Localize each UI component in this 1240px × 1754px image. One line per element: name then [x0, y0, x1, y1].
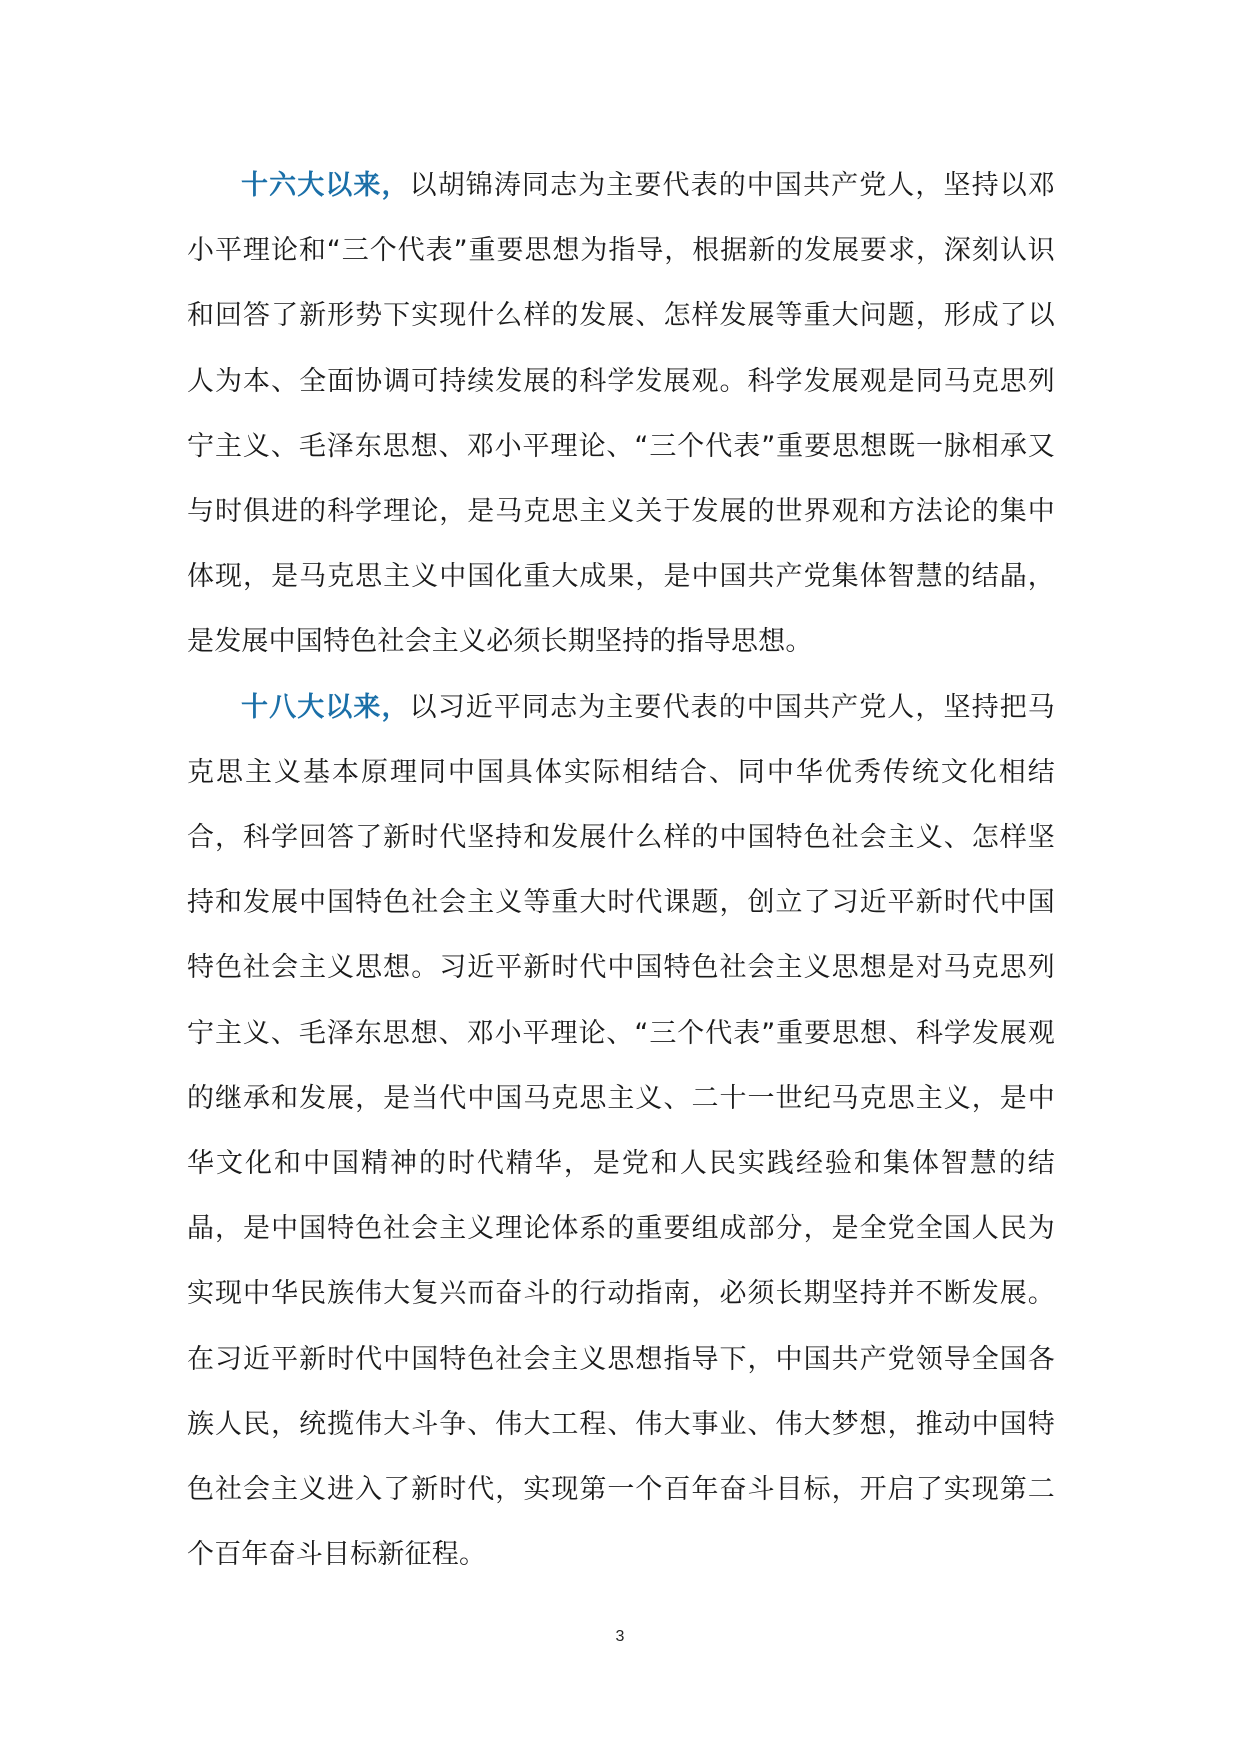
page-number: 3: [615, 1628, 625, 1645]
paragraph-lead-heading: 十八大以来，: [241, 691, 410, 723]
paragraph-lead-heading: 十六大以来，: [241, 170, 410, 201]
document-body: [187, 153, 1055, 1587]
paragraph-eighteenth-congress: [187, 675, 1055, 1588]
paragraph-text: 以习近平同志为主要代表的中国共产党人，坚持把马克思主义基本原理同中国具体实际相结合、同中华优秀传统文化相结合，科学回答了新时代坚持和发展什么样的中国特色社会主义、怎样坚持和发展中国特色社会主义等重大时代课题，创立了习近平新时代中国特色社会主义思想。习近平新时代中国特色社会主义思想是对马克思列宁主义、毛泽东思想、邓小平理论、“三个代表”重要思想、科学发展观的继承和发展，是当代中国马克思主义、二十一世纪马克思主义，是中华文化和中国精神的时代精华，是党和人民实践经验和集体智慧的结晶，是中国特色社会主义理论体系的重要组成部分，是全党全国人民为实现中华民族伟大复兴而奋斗的行动指南，必须长期坚持并不断发展。在习近平新时代中国特色社会主义思想指导下，中国共产党领导全国各族人民，统揽伟大斗争、伟大工程、伟大事业、伟大梦想，推动中国特色社会主义进入了新时代，实现第一个百年奋斗目标，开启了实现第二个百年奋斗目标新征程。: [187, 691, 1055, 1571]
paragraph-text: 以胡锦涛同志为主要代表的中国共产党人，坚持以邓小平理论和“三个代表”重要思想为指导，根据新的发展要求，深刻认识和回答了新形势下实现什么样的发展、怎样发展等重大问题，形成了以人为本、全面协调可持续发展的科学发展观。科学发展观是同马克思列宁主义、毛泽东思想、邓小平理论、“三个代表”重要思想既一脉相承又与时俱进的科学理论，是马克思主义关于发展的世界观和方法论的集中体现，是马克思主义中国化重大成果，是中国共产党集体智慧的结晶，是发展中国特色社会主义必须长期坚持的指导思想。: [187, 170, 1055, 658]
paragraph-sixteenth-congress: [187, 153, 1055, 675]
